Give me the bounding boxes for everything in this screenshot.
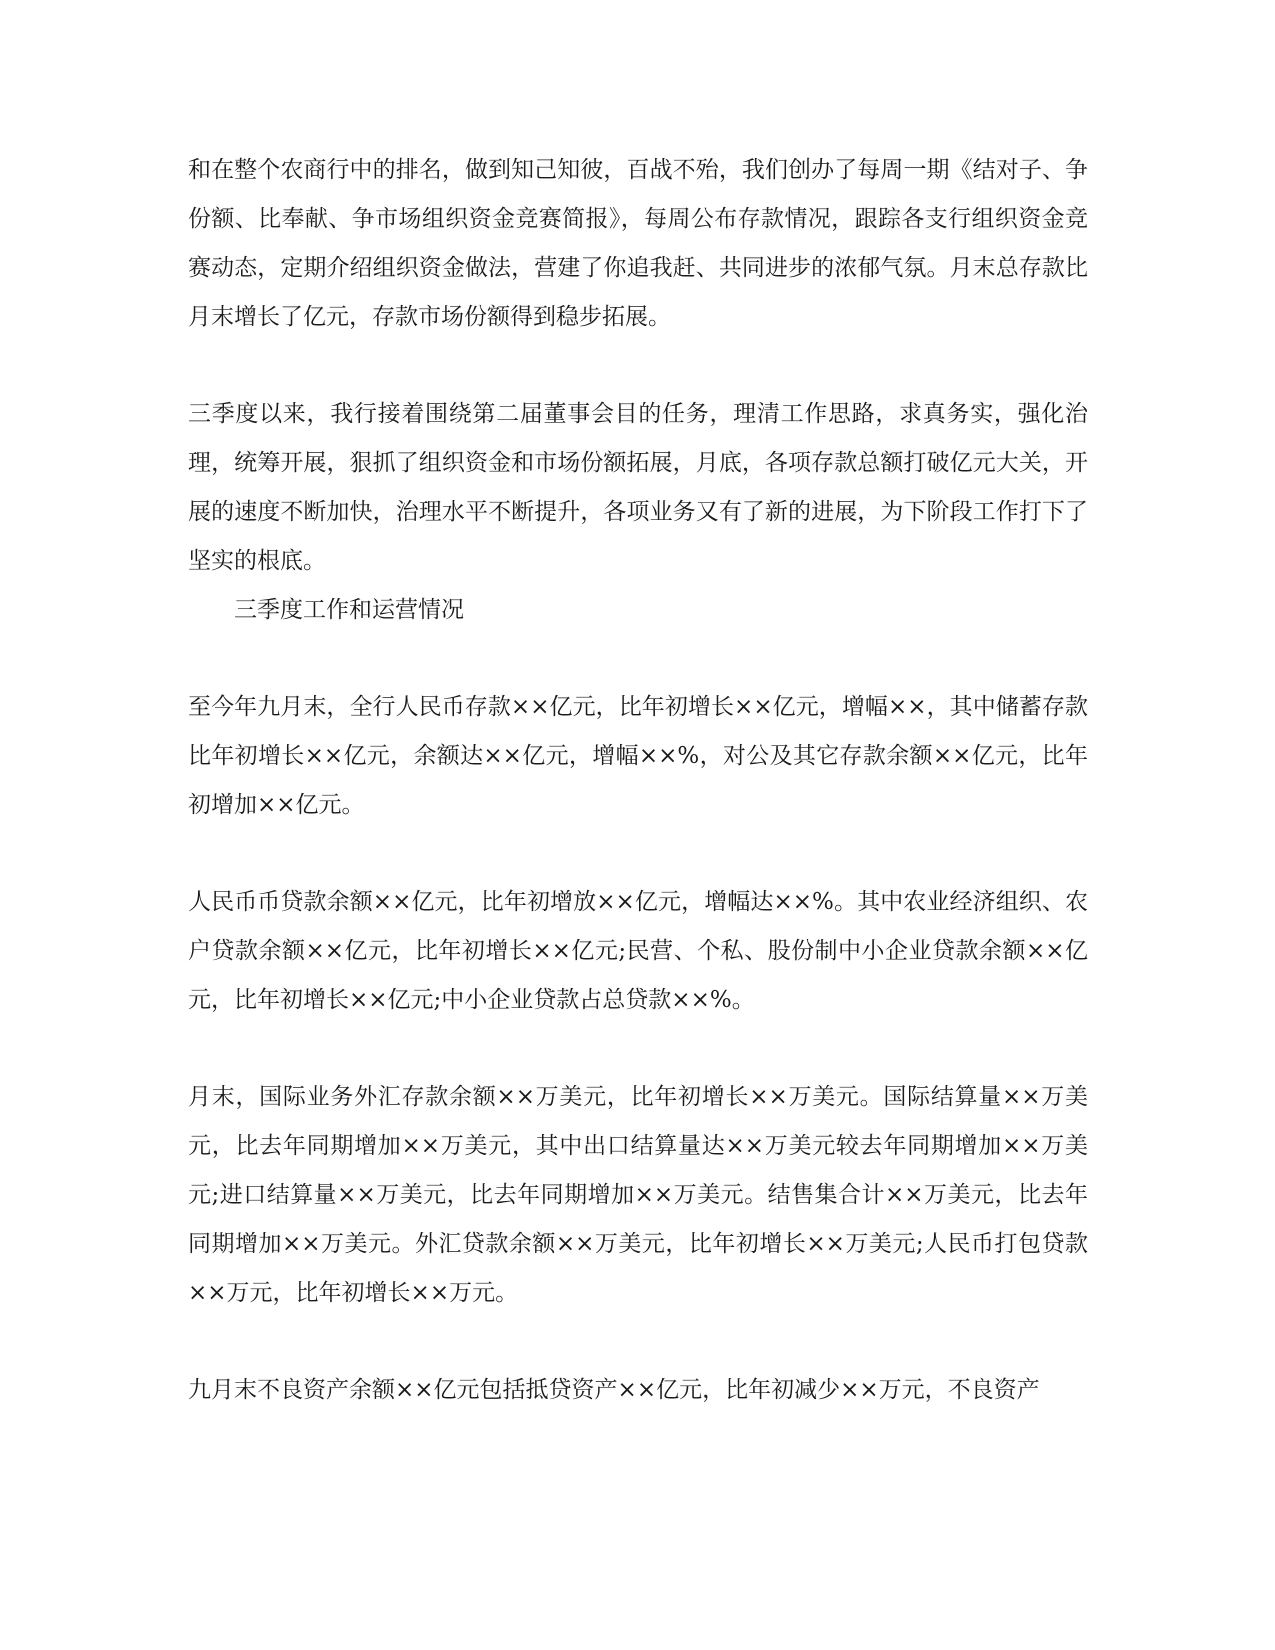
paragraph-international-business: 月末，国际业务外汇存款余额××万美元，比年初增长××万美元。国际结算量××万美元，比去年同期增加××万美元，其中出口结算量达××万美元较去年同期增加××万美元;进口结算量××万美元，比去年同期增加××万美元。结售集合计××万美元，比去年同期增加××万美元。外汇贷款余额××万美元，比年初增长××万美元;人民币打包贷款××万元，比年初增长××万元。 <box>188 1084 1088 1306</box>
paragraph-rmb-deposits: 至今年九月末，全行人民币存款××亿元，比年初增长××亿元，增幅××，其中储蓄存款比年初增长××亿元，余额达××亿元，增幅××%，对公及其它存款余额××亿元，比年初增加××亿元。 <box>188 694 1088 818</box>
paragraph-deposit-competition: 和在整个农商行中的排名，做到知己知彼，百战不殆，我们创办了每周一期《结对子、争份额、比奉献、争市场组织资金竞赛简报》，每周公布存款情况，跟踪各支行组织资金竞赛动态，定期介绍组织资金做法，营建了你追我赶、共同进步的浓郁气氛。月末总存款比月末增长了亿元，存款市场份额得到稳步拓展。 <box>188 157 1088 330</box>
document-body <box>188 146 1088 1415</box>
paragraph-rmb-loans: 人民币币贷款余额××亿元，比年初增放××亿元，增幅达××%。其中农业经济组织、农户贷款余额××亿元，比年初增长××亿元;民营、个私、股份制中小企业贷款余额××亿元，比年初增长××亿元;中小企业贷款占总贷款××%。 <box>188 889 1088 1013</box>
paragraph-third-quarter-overview: 三季度以来，我行接着围绕第二届董事会目的任务，理清工作思路，求真务实，强化治理，统筹开展，狠抓了组织资金和市场份额拓展，月底，各项存款总额打破亿元大关，开展的速度不断加快，治理水平不断提升，各项业务又有了新的进展，为下阶段工作打下了坚实的根底。 <box>188 401 1088 574</box>
section-heading: 三季度工作和运营情况 <box>234 597 464 623</box>
paragraph-non-performing-assets: 九月末不良资产余额××亿元包括抵贷资产××亿元，比年初减少××万元，不良资产 <box>188 1377 1040 1403</box>
